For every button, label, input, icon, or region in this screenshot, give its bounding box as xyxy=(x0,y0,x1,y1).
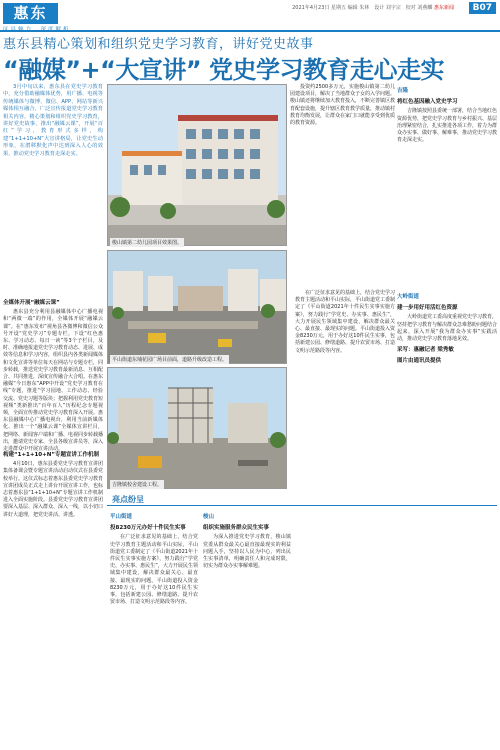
masthead xyxy=(0,0,500,34)
school-construction-photo xyxy=(107,367,287,489)
suoshan-column xyxy=(203,510,291,745)
photo-credit: 图片由通讯员提供 xyxy=(397,358,442,365)
jilong-head: 将红色基因融入党史学习 xyxy=(397,99,458,106)
daling-body: 大岭街道党工委高度重视党史学习教育，坚持把学习教育与解决群众急难愁盼问题结合起来，深入开展“我为群众办实事”实践活动，推动党史学习教育落地见效。 xyxy=(397,314,498,343)
photo1-caption: 梭山镇第二幼儿园项目效果图。 xyxy=(112,240,183,246)
lead-text: 3月中旬以来，惠东县在党史学习教育中，充分借助融媒体优势，用广播、电视等传统媒体与微博、微信、APP、网站等新兴媒体相互融合，广泛宣传报道党史学习教育相关内容，精心策划和组织党史学习教育，讲好党史故事，推出“融媒云课”，开展“百红”学习，教育形式多样，构建“1+1+10+N”大宣讲格局，让党史生动形象，在潜移默化声中达到深入人心的效果，推动党史学习教育走深走实。 xyxy=(3,84,103,157)
right-top-column-b xyxy=(397,84,497,284)
daling-head: 建一步用好用活红色资源 xyxy=(397,305,458,312)
date: 2021年4月23日 xyxy=(292,5,330,11)
kicker-title: 惠东县精心策划和组织党史学习教育，讲好党史故事 xyxy=(3,37,314,52)
pingshan-head: 投8230万元办好十件民生实事 xyxy=(110,525,186,532)
section1-body: 惠东县充分利用县融媒体中心广播电视和“两微一端”的作用，全媒体开展“融媒云课”。在“惠东发布”视角县各微博和微信公众号开设“党史学习”专题专栏，下设“红色惠东、学习动态、每日一读”等3个子栏目，及时、准确地报道党史学习教育动态、进展、成效等信息和学习内容，组织县内各类新闻媒体和文化宣讲等单位每天在网站与专题专栏，同步转载，推送党史学习教育最新消息、互相配合、共同推进，深度宣传融合大合唱。在惠东融媒“今日惠东”APP中开设“党史学习教育在线”专题，推进“学习园地、工作动态、经验交流、党史习题等版块；把握利用党史教育短视频”类新推出“百年百人”历程纪念专题视频，全面宣传推动党史学习教育深入开展。惠东县融媒中心广播电视台，利用当前新媒体化、推出一个“融媒云课”全媒体宣讲栏目，把网络、新闻客户端和广播、电视同步转载播出，邀请党史专家、全县各级宣讲员等，深入走进群众中开展宣讲活动。 xyxy=(3,309,104,453)
mid-right-column xyxy=(295,290,395,745)
jilong-title: 吉隆 xyxy=(397,88,409,94)
channel-name: 惠东新闻 xyxy=(433,5,454,11)
section1-column xyxy=(3,296,104,453)
section2-body: 4月10日，惠东县委党史学习教育宣讲团集体备课会暨专题宣讲活动启动仪式在县委党校举行。这仪式标志着惠东县委党史学习教育宣讲团成员正式走上讲台开展宣讲工作，也标志着惠东县“1+1+10+N”专题宣讲工作机制进入全面实施阶段。县委党史学习教育宣讲团要深入基层、深入群众、深入一线，以小切口讲好大道理，把党史讲活、讲透。 xyxy=(3,461,104,518)
highlights-title: 亮点纷呈 xyxy=(112,495,144,504)
photo3-caption: 吉隆镇校舍建设工程。 xyxy=(112,482,163,488)
right-top-column xyxy=(290,84,395,284)
headline: “融媒”+“大宣讲” 党史学习教育走心走实 xyxy=(3,56,445,84)
section1-title: 全媒体开展“融媒云课” xyxy=(3,300,60,306)
pingshan-body: 在广泛征求意见的基础上，结合党史学习教育主题活动和平山实际，平山街道党工委制定了《平山街道2021年十件民生实事实施方案》，努力践行“学党史、办实事、惠民生”，大力开展民生领域集中建设，解决群众最关心、最直接、最现实的问题。平山街道投入资金8230万元，用于办好这10件民生实事，包括新建公园、修缮道路、提升农贸市场、打造文明示范路段等内容。 xyxy=(110,534,198,606)
section-logo: 惠东 xyxy=(3,3,58,24)
reporter-credit: 采写：惠融记者 梁秀敏 xyxy=(397,347,454,354)
mid-right-body: 在广泛征求意见的基础上，结合党史学习教育主题活动和平山实际，平山街道党工委制定了《平山街道2021年十件民生实事实施方案》，努力践行“学党史、办实事、惠民生”，大力开展民生领域集中建设，解决群众最关心、最直接、最现实的问题。平山街道投入资金8230万元，用于办好这10件民生实事，包括新建公园、修缮道路、提升农贸市场、打造文明示范路段等内容。 xyxy=(295,290,396,354)
suoshan-title: 梭山 xyxy=(203,514,215,520)
right-top-body: 投资约2500多万元，实施梭山镇第二幼儿园建设项目，解决了当地群众子女的入学问题。梭山镇还将继续加大教育投入，不断完善镇区教育配套设施，提升辖区教育教学质量，推动镇村教育均衡发展，让群众在家门口就能享受到优质的教育资源。 xyxy=(290,84,396,127)
suoshan-body: 为深入推进党史学习教育，梭山镇党委从群众最关心最直接最现实的利益问题入手，坚持以人民为中心，列出民生实事清单，明确责任人和完成时限，切实为群众办实事解难题。 xyxy=(203,534,291,570)
lead-paragraph xyxy=(3,84,103,294)
daling-title: 大岭街道 xyxy=(397,294,420,300)
masthead-rule xyxy=(0,30,500,32)
weekday: 星期五 xyxy=(331,5,347,11)
pingshan-column xyxy=(110,510,198,745)
section2-column xyxy=(3,448,103,748)
pingshan-title: 平山街道 xyxy=(110,514,133,520)
photo2-caption: 平山街道东埔花园广场目前面，道路升级改造工程。 xyxy=(112,357,228,363)
page-number: B07 xyxy=(469,2,496,14)
section2-title: 构建“1+1+10+N”专题宣讲工作机制 xyxy=(3,452,99,458)
suoshan-head: 组织实施服务群众民生实事 xyxy=(203,525,270,532)
plaza-road-photo xyxy=(107,250,287,364)
daling-column xyxy=(397,290,497,745)
editor-line: 编辑 朱林 设计 刘宇宗 校对 刘燕麟 xyxy=(347,5,433,11)
jilong-body: 吉隆镇按照县委统一部署，结合当地红色资源优势，把党史学习教育与乡村振兴、基层治理紧密结合，扎实推进各项工作，着力为群众办实事、做好事、解难事，推动党史学习教育走深走实。 xyxy=(397,108,498,144)
kindergarten-rendering-photo xyxy=(107,84,287,246)
date-line xyxy=(292,4,454,11)
